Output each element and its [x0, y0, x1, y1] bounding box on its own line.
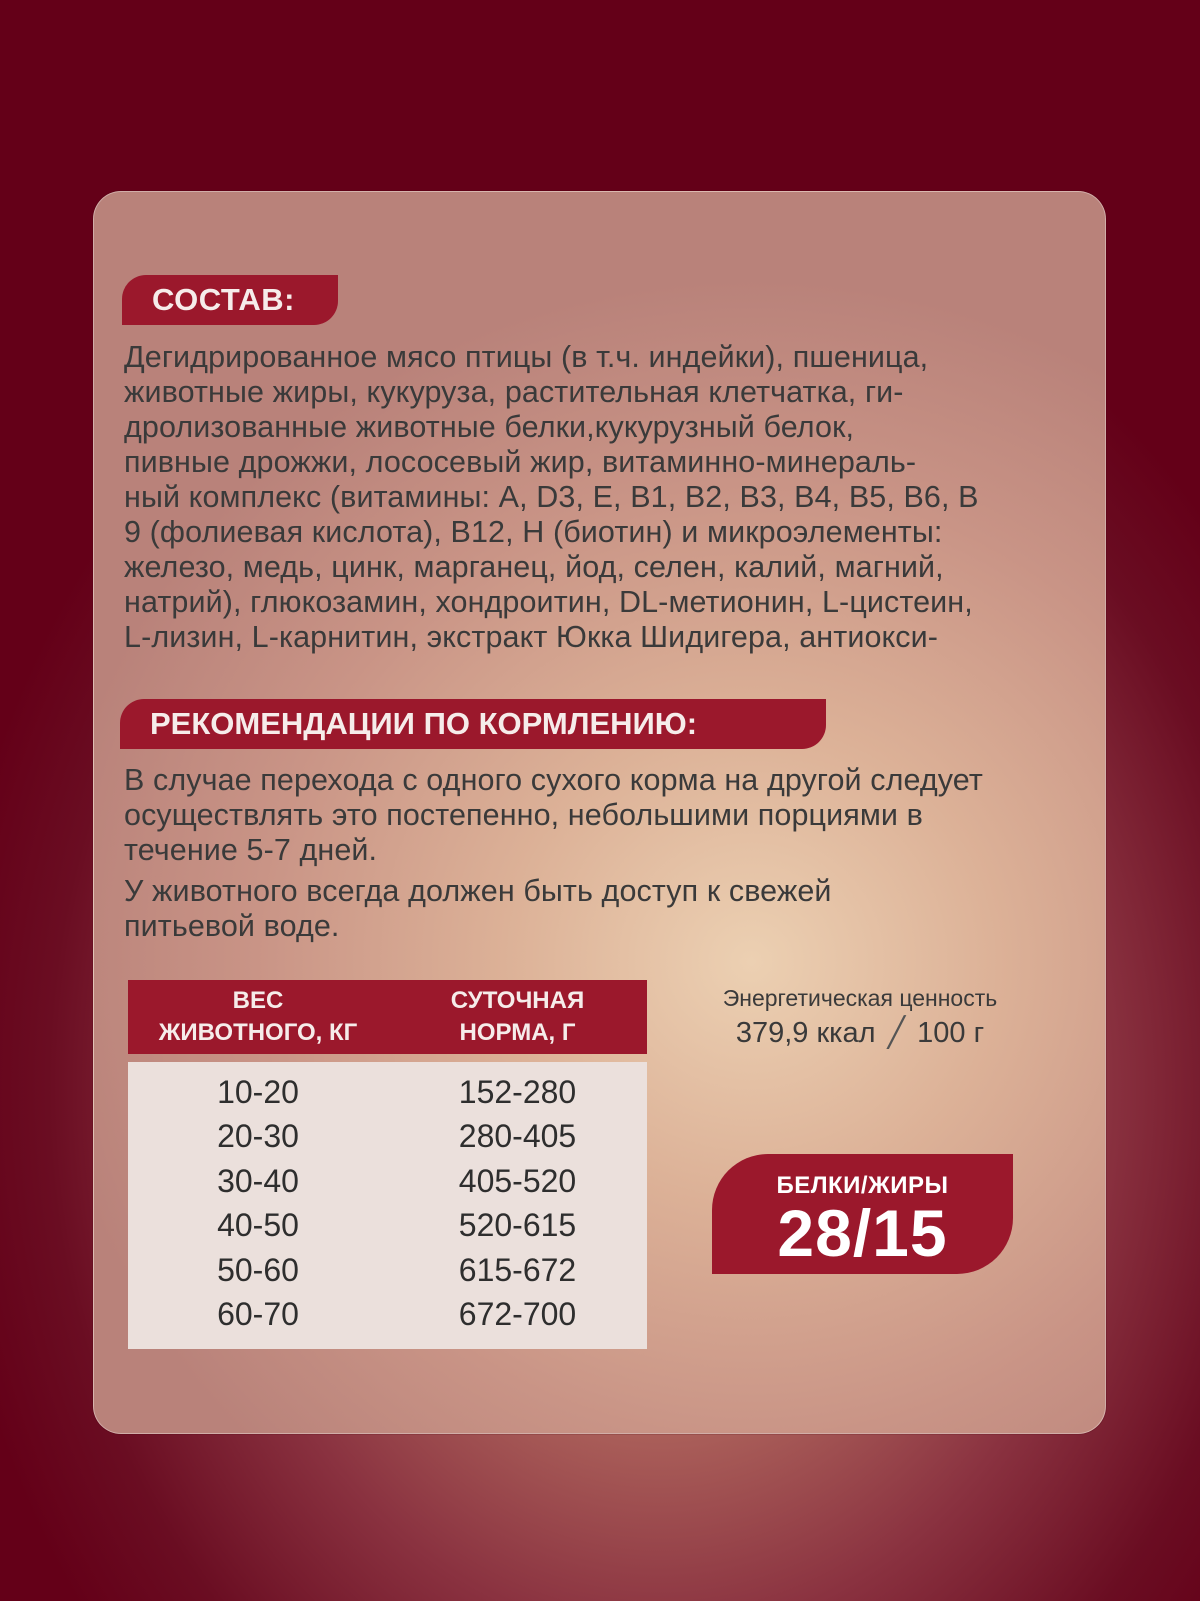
- composition-line: L-лизин, L-карнитин, экстракт Юкка Шидигера, антиокси-: [124, 620, 939, 654]
- norm-cell: 280-405: [458, 1118, 577, 1155]
- table-row: [128, 1293, 647, 1338]
- composition-text: [124, 340, 1064, 655]
- composition-line: железо, медь, цинк, марганец, йод, селен, калий, магний,: [124, 550, 944, 584]
- header-weight: [128, 985, 388, 1049]
- header-norm-line2: НОРМА, Г: [459, 1019, 576, 1046]
- composition-heading: [122, 275, 338, 325]
- norm-cell: 520-615: [458, 1207, 577, 1244]
- table-row: [128, 1248, 647, 1293]
- table-row: [128, 1115, 647, 1160]
- composition-line: пивные дрожжи, лососевый жир, витаминно-минераль-: [124, 445, 917, 479]
- badge-value: 28/15: [777, 1196, 948, 1270]
- norm-cell: 615-672: [458, 1251, 577, 1288]
- feeding-text: [124, 763, 1024, 944]
- composition-line: ный комплекс (витамины: A, D3, E, B1, B2, B3, B4, B5, B6, B: [124, 480, 979, 514]
- header-weight-line1: ВЕС: [232, 987, 284, 1014]
- table-row: [128, 1070, 647, 1115]
- header-weight-line2: ЖИВОТНОГО, КГ: [158, 1019, 358, 1046]
- norm-cell: 672-700: [458, 1296, 577, 1333]
- feeding-heading: [120, 699, 826, 749]
- weight-cell: 50-60: [217, 1251, 299, 1288]
- composition-line: натрий), глюкозамин, хондроитин, DL-метионин, L-цистеин,: [124, 585, 973, 619]
- composition-line: дролизованные животные белки,кукурузный белок,: [124, 410, 855, 444]
- energy-value: [680, 1015, 1040, 1051]
- feeding-title: РЕКОМЕНДАЦИИ ПО КОРМЛЕНИЮ:: [150, 706, 698, 741]
- feeding-line: течение 5-7 дней.: [124, 833, 378, 867]
- feeding-line: В случае перехода с одного сухого корма на другой следует: [124, 763, 983, 797]
- feeding-line: питьевой воде.: [124, 909, 340, 943]
- feeding-line: У животного всегда должен быть доступ к свежей: [124, 874, 832, 908]
- energy-unit: 100 г: [917, 1017, 985, 1049]
- table-header: [128, 980, 647, 1054]
- weight-cell: 20-30: [217, 1118, 299, 1155]
- energy-value-block: [680, 983, 1040, 1051]
- composition-line: 9 (фолиевая кислота), B12, H (биотин) и микроэлементы:: [124, 515, 943, 549]
- table-row: [128, 1204, 647, 1249]
- feeding-table: [128, 980, 647, 1349]
- table-row: [128, 1159, 647, 1204]
- badge-label: БЕЛКИ/ЖИРЫ: [776, 1172, 949, 1199]
- weight-cell: 60-70: [217, 1296, 299, 1333]
- protein-fat-badge: [712, 1154, 1013, 1274]
- composition-line: животные жиры, кукуруза, растительная клетчатка, ги-: [124, 375, 904, 409]
- norm-cell: 152-280: [458, 1073, 577, 1110]
- weight-cell: 40-50: [217, 1207, 299, 1244]
- composition-title: СОСТАВ:: [152, 282, 295, 317]
- energy-separator: ╱: [887, 1017, 906, 1049]
- table-body: [128, 1062, 647, 1349]
- weight-cell: 30-40: [217, 1162, 299, 1199]
- feeding-line: осуществлять это постепенно, небольшими порциями в: [124, 798, 923, 832]
- weight-cell: 10-20: [217, 1073, 299, 1110]
- norm-cell: 405-520: [458, 1162, 577, 1199]
- composition-line: Дегидрированное мясо птицы (в т.ч. индейки), пшеница,: [124, 340, 929, 374]
- energy-label: Энергетическая ценность: [722, 985, 998, 1011]
- header-daily-norm: [388, 985, 647, 1049]
- energy-kcal: 379,9 ккал: [735, 1017, 876, 1049]
- header-norm-line1: СУТОЧНАЯ: [450, 987, 585, 1014]
